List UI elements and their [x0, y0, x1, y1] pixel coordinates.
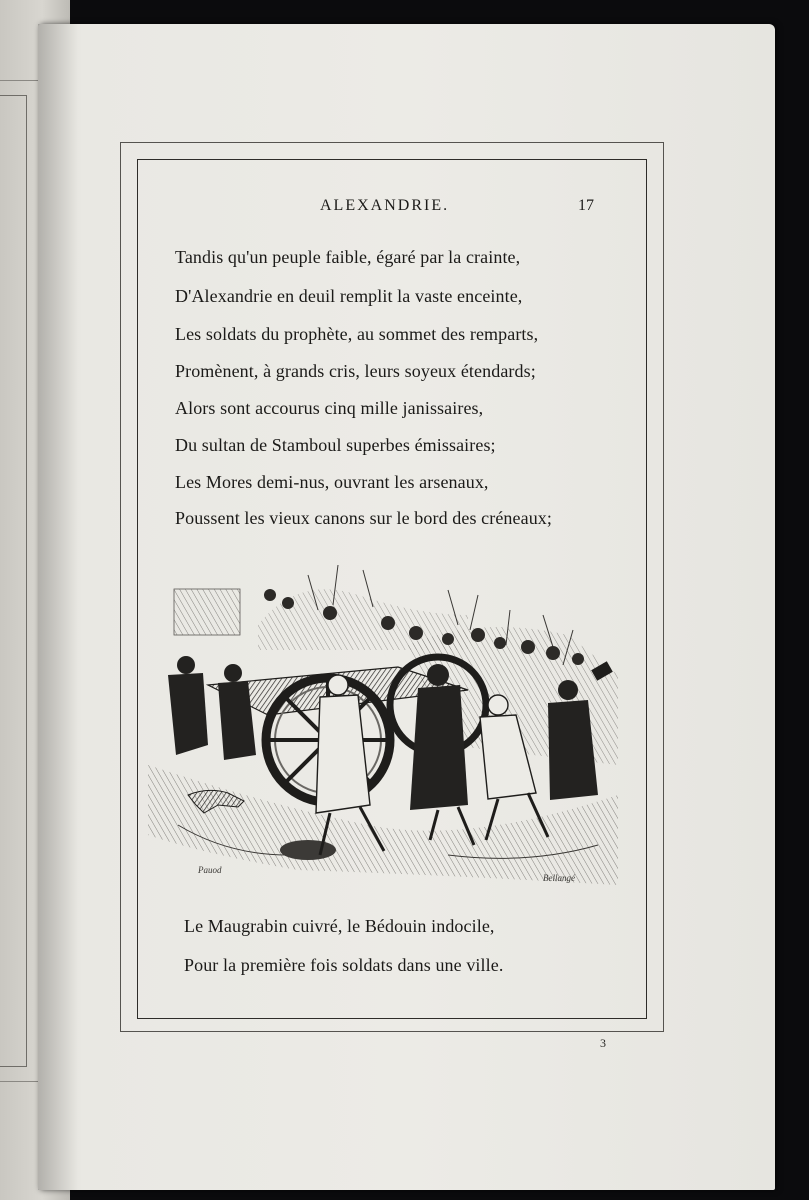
verse-line: Poussent les vieux canons sur le bord des créneaux; [175, 508, 553, 528]
page-number: 17 [578, 197, 594, 214]
verse-line: Promènent, à grands cris, leurs soyeux étendards; [175, 361, 536, 381]
verse-line: Pour la première fois soldats dans une ville. [184, 955, 504, 975]
page-gutter-shadow [38, 24, 78, 1190]
previous-page-frame-inner [0, 95, 27, 1067]
illustrator-signature-right: Bellangé [543, 873, 575, 883]
engraving-illustration [148, 555, 638, 895]
verse-line: Tandis qu'un peuple faible, égaré par la crainte, [175, 247, 521, 267]
verse-line: Alors sont accourus cinq mille janissaires, [175, 398, 484, 418]
sheet-signature-mark: 3 [600, 1036, 606, 1050]
verse-line: Les Mores demi-nus, ouvrant les arsenaux, [175, 472, 489, 492]
verse-line: Les soldats du prophète, au sommet des remparts, [175, 324, 539, 344]
verse-line: Du sultan de Stamboul superbes émissaires; [175, 435, 496, 455]
illustrator-signature-left: Pauod [198, 865, 222, 875]
running-head: ALEXANDRIE. [320, 197, 450, 214]
verse-line: Le Maugrabin cuivré, le Bédouin indocile, [184, 916, 495, 936]
verse-line: D'Alexandrie en deuil remplit la vaste enceinte, [175, 286, 523, 306]
